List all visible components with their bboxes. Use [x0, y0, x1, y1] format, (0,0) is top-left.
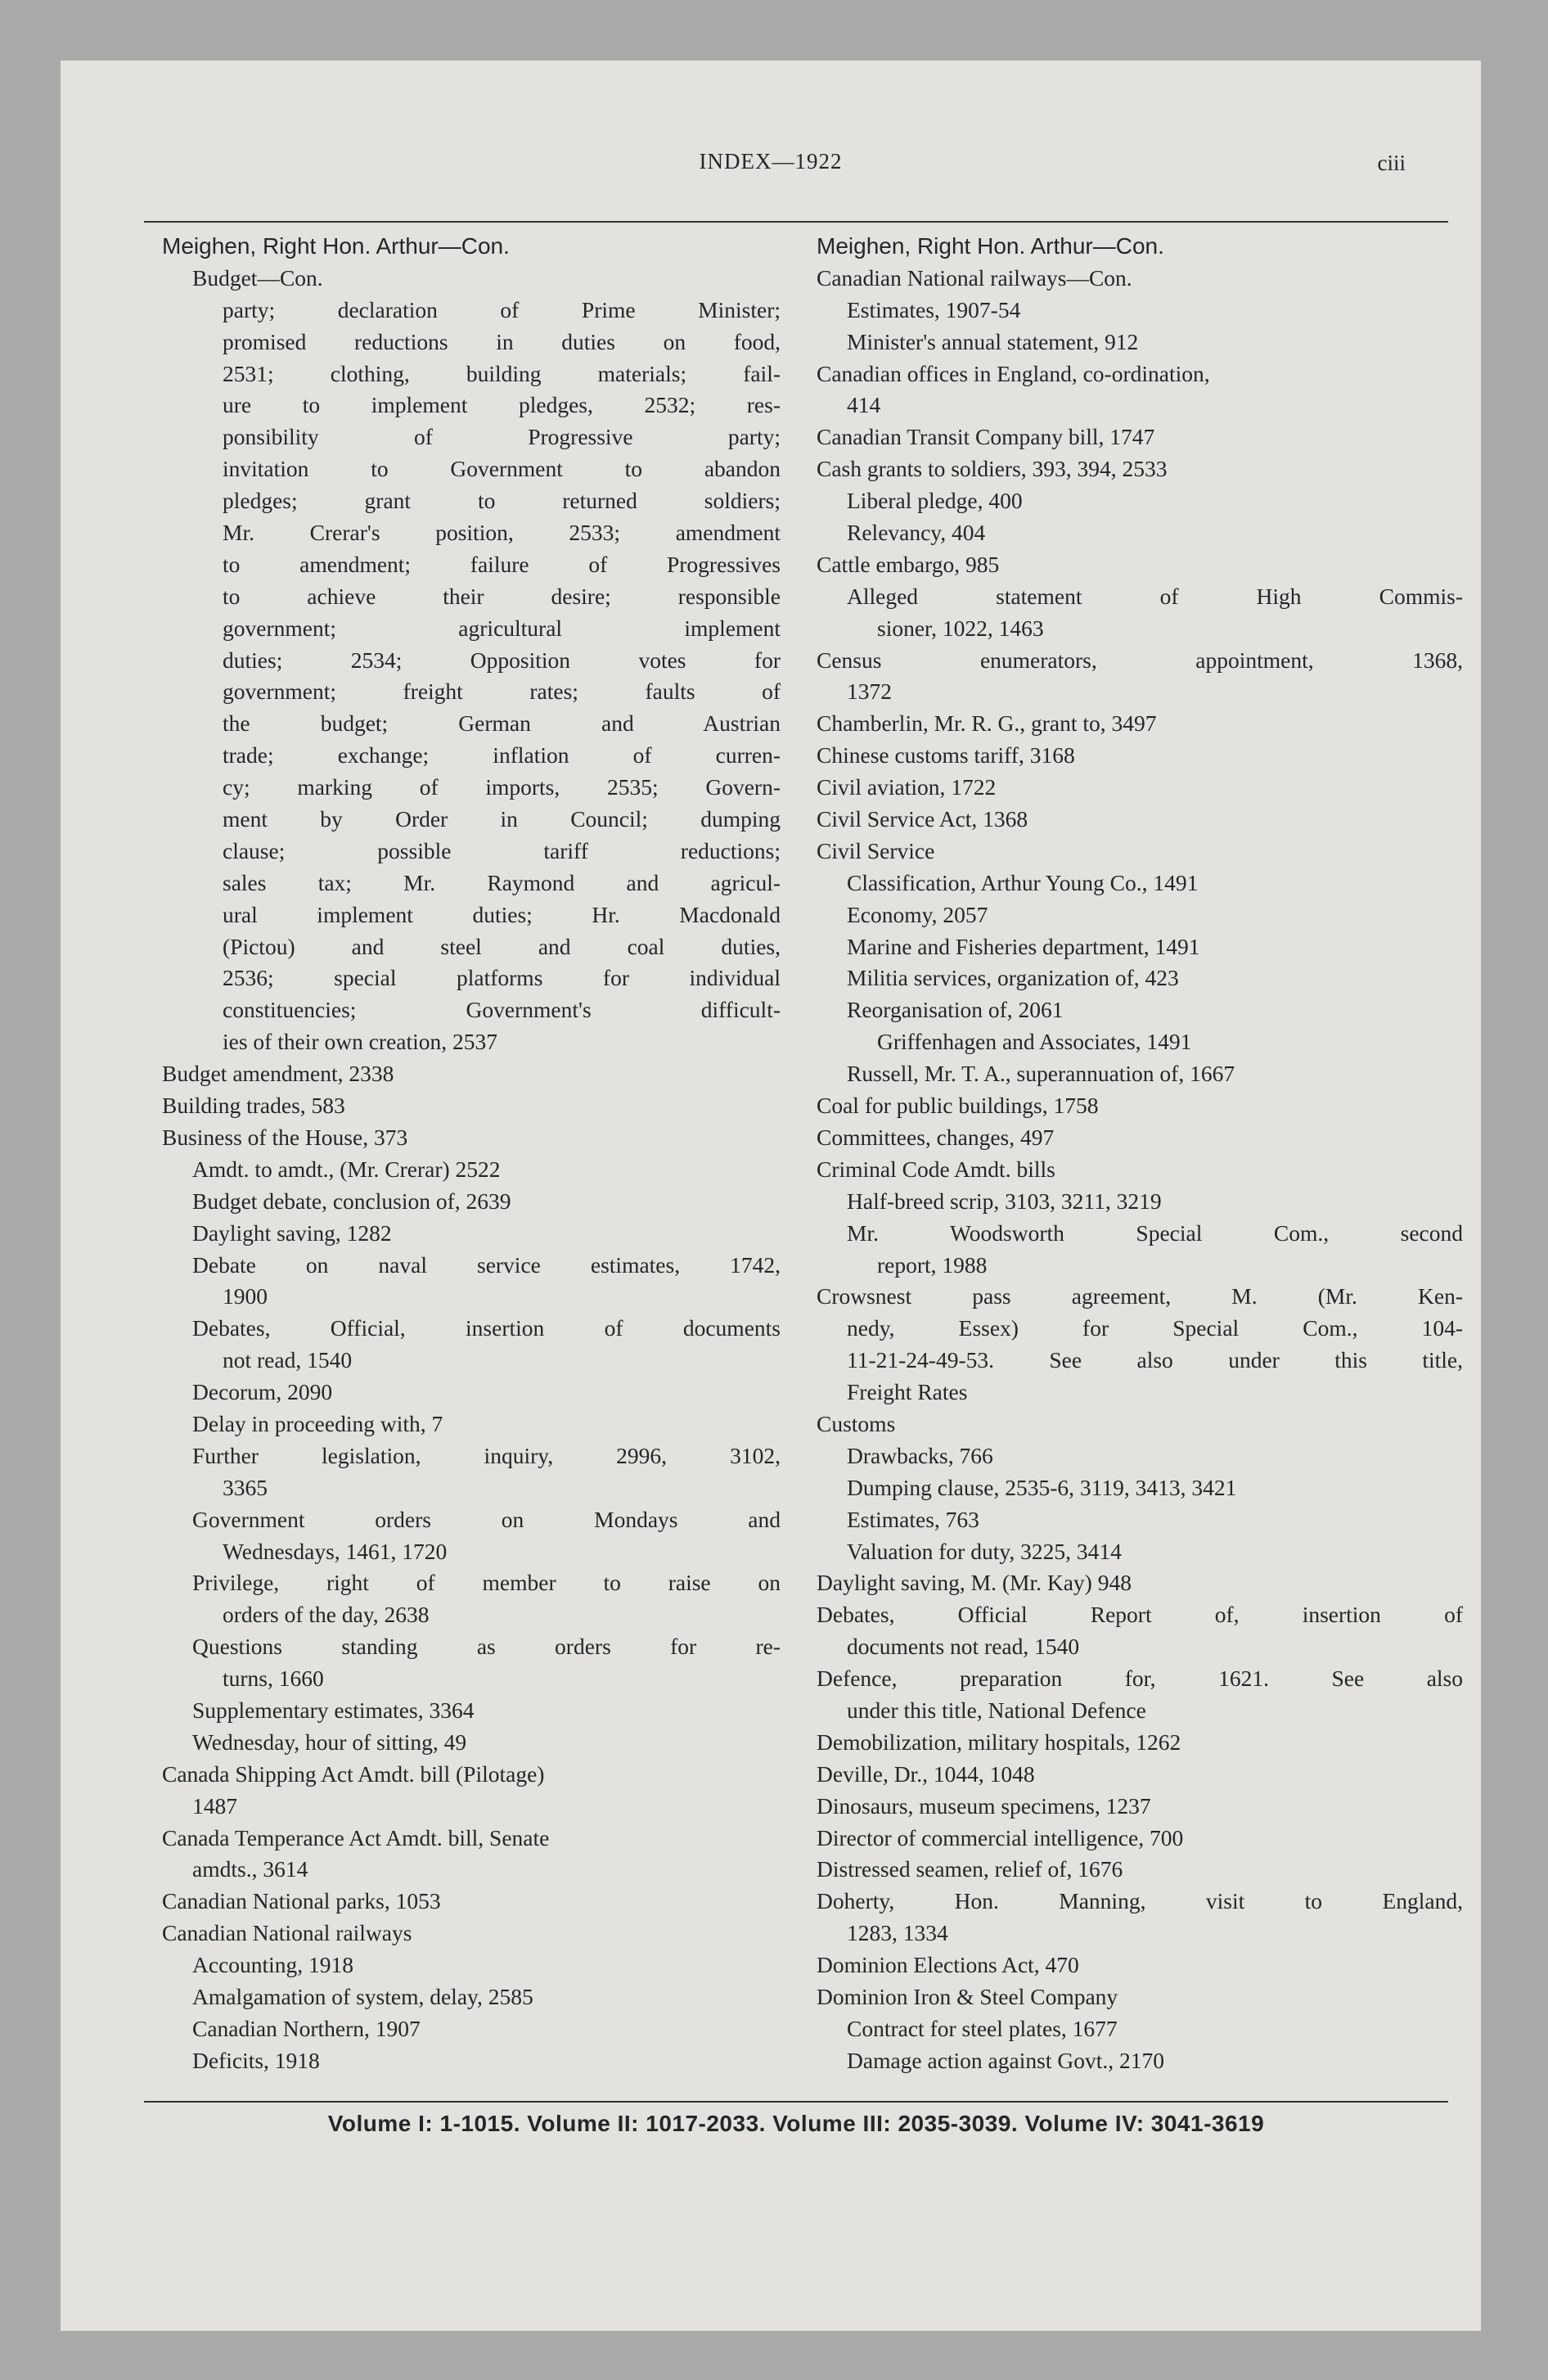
index-line: Debate on naval service estimates, 1742, [192, 1251, 781, 1278]
index-line: Amdt. to amdt., (Mr. Crerar) 2522 [192, 1156, 501, 1182]
index-line: (Pictou) and steel and coal duties, [223, 933, 781, 959]
index-line: Estimates, 1907-54 [847, 296, 1021, 322]
index-line: amdts., 3614 [192, 1856, 308, 1882]
index-line: Accounting, 1918 [192, 1952, 354, 1978]
index-line: Deficits, 1918 [192, 2047, 320, 2073]
index-line: ponsibility of Progressive party; [223, 424, 781, 450]
index-line: ure to implement pledges, 2532; res- [223, 392, 781, 418]
index-line: Civil Service [817, 837, 935, 863]
index-page [61, 61, 1481, 2331]
index-line: Business of the House, 373 [162, 1124, 408, 1150]
index-line: Distressed seamen, relief of, 1676 [817, 1856, 1123, 1882]
index-line: Census enumerators, appointment, 1368, [817, 647, 1463, 673]
index-line: Militia services, organization of, 423 [847, 965, 1179, 991]
index-line: 2531; clothing, building materials; fail- [223, 360, 781, 386]
index-line: Wednesday, hour of sitting, 49 [192, 1729, 467, 1755]
index-line: Cash grants to soldiers, 393, 394, 2533 [817, 456, 1168, 482]
left-column [162, 231, 781, 2077]
index-line: Dinosaurs, museum specimens, 1237 [817, 1792, 1151, 1819]
index-line: Dumping clause, 2535-6, 3119, 3413, 3421 [847, 1474, 1237, 1500]
index-line: under this title, National Defence [847, 1697, 1146, 1723]
index-line: orders of the day, 2638 [223, 1602, 430, 1628]
index-line: cy; marking of imports, 2535; Govern- [223, 774, 781, 800]
index-line: Doherty, Hon. Manning, visit to England, [817, 1888, 1463, 1914]
index-line: party; declaration of Prime Minister; [223, 296, 781, 322]
index-line: invitation to Government to abandon [223, 456, 781, 482]
page-title: INDEX—1922 [699, 149, 843, 174]
index-line: nedy, Essex) for Special Com., 104- [847, 1315, 1463, 1341]
footer-rule [144, 2101, 1448, 2103]
index-line: Canadian National railways [162, 1920, 412, 1946]
index-line: Economy, 2057 [847, 901, 988, 927]
index-line: sales tax; Mr. Raymond and agricul- [223, 869, 781, 895]
index-line: ment by Order in Council; dumping [223, 806, 781, 832]
running-header [61, 149, 1481, 182]
index-line: 2536; special platforms for individual [223, 965, 781, 991]
index-line: 1283, 1334 [847, 1920, 948, 1946]
index-line: not read, 1540 [223, 1347, 353, 1373]
index-line: constituencies; Government's difficult- [223, 997, 781, 1023]
index-line: Privilege, right of member to raise on [192, 1570, 781, 1596]
index-line: Chamberlin, Mr. R. G., grant to, 3497 [817, 710, 1157, 737]
index-line: Canada Shipping Act Amdt. bill (Pilotage) [162, 1760, 545, 1787]
index-line: Building trades, 583 [162, 1093, 345, 1119]
index-line: Decorum, 2090 [192, 1379, 333, 1405]
index-line: Crowsnest pass agreement, M. (Mr. Ken- [817, 1283, 1463, 1309]
index-line: Supplementary estimates, 3364 [192, 1697, 475, 1723]
index-line: 3365 [223, 1474, 268, 1500]
index-line: Canadian offices in England, co-ordination, [817, 360, 1210, 386]
index-line: Budget—Con. [192, 264, 323, 291]
index-line: clause; possible tariff reductions; [223, 837, 781, 863]
index-line: Canadian National railways—Con. [817, 264, 1132, 291]
index-line: government; freight rates; faults of [223, 678, 781, 705]
index-line: Civil Service Act, 1368 [817, 806, 1028, 832]
index-line: 1372 [847, 678, 892, 705]
index-line: ural implement duties; Hr. Macdonald [223, 901, 781, 927]
index-line: the budget; German and Austrian [223, 710, 781, 737]
index-line: Drawbacks, 766 [847, 1442, 993, 1468]
index-line: pledges; grant to returned soldiers; [223, 488, 781, 514]
index-line: Canadian Northern, 1907 [192, 2015, 421, 2041]
index-line: Contract for steel plates, 1677 [847, 2015, 1118, 2041]
index-line: report, 1988 [877, 1251, 988, 1278]
volume-key-footer: Volume I: 1-1015. Volume II: 1017-2033. Volume III: 2035-3039. Volume IV: 3041-3619 [327, 2111, 1265, 2136]
index-line: duties; 2534; Opposition votes for [223, 647, 781, 673]
index-line: Liberal pledge, 400 [847, 488, 1023, 514]
index-line: Canadian Transit Company bill, 1747 [817, 424, 1155, 450]
index-line: Alleged statement of High Commis- [847, 583, 1463, 609]
index-line: Debates, Official, insertion of documents [192, 1315, 781, 1341]
index-line: 11-21-24-49-53. See also under this title, [847, 1347, 1463, 1373]
index-line: Budget debate, conclusion of, 2639 [192, 1188, 511, 1214]
index-line: promised reductions in duties on food, [223, 328, 781, 354]
index-line: Defence, preparation for, 1621. See also [817, 1666, 1463, 1692]
index-line: Estimates, 763 [847, 1506, 979, 1532]
header-rule [144, 221, 1448, 223]
index-line: Debates, Official Report of, insertion of [817, 1602, 1463, 1628]
index-line: Minister's annual statement, 912 [847, 328, 1139, 354]
index-line: 414 [847, 392, 881, 418]
index-line: Cattle embargo, 985 [817, 551, 1000, 577]
index-line: Marine and Fisheries department, 1491 [847, 933, 1200, 959]
index-line: Committees, changes, 497 [817, 1124, 1055, 1150]
index-line: Customs [817, 1410, 896, 1436]
index-line: Daylight saving, 1282 [192, 1219, 392, 1246]
index-line: Griffenhagen and Associates, 1491 [877, 1029, 1192, 1055]
page-number: ciii [1377, 151, 1406, 175]
index-line: Amalgamation of system, delay, 2585 [192, 1983, 533, 2009]
index-line: Civil aviation, 1722 [817, 774, 997, 800]
index-line: Reorganisation of, 2061 [847, 997, 1064, 1023]
index-line: turns, 1660 [223, 1666, 324, 1692]
index-line: documents not read, 1540 [847, 1634, 1080, 1660]
index-line: trade; exchange; inflation of curren- [223, 742, 781, 769]
index-line: government; agricultural implement [223, 615, 781, 641]
index-line: Canada Temperance Act Amdt. bill, Senate [162, 1824, 550, 1850]
index-line: Half-breed scrip, 3103, 3211, 3219 [847, 1188, 1162, 1214]
index-line: Further legislation, inquiry, 2996, 3102, [192, 1442, 781, 1468]
index-line: Questions standing as orders for re- [192, 1634, 781, 1660]
index-line: Relevancy, 404 [847, 520, 986, 546]
index-line: Mr. Crerar's position, 2533; amendment [223, 520, 781, 546]
index-line: Russell, Mr. T. A., superannuation of, 1667 [847, 1061, 1235, 1087]
index-heading: Meighen, Right Hon. Arthur—Con. [162, 233, 510, 259]
index-line: to amendment; failure of Progressives [223, 551, 781, 577]
index-line: Coal for public buildings, 1758 [817, 1093, 1099, 1119]
index-line: Daylight saving, M. (Mr. Kay) 948 [817, 1570, 1132, 1596]
index-line: Valuation for duty, 3225, 3414 [847, 1538, 1122, 1564]
index-line: 1900 [223, 1283, 268, 1309]
index-line: Budget amendment, 2338 [162, 1061, 394, 1087]
index-line: Canadian National parks, 1053 [162, 1888, 441, 1914]
index-heading: Meighen, Right Hon. Arthur—Con. [817, 233, 1164, 259]
index-line: Deville, Dr., 1044, 1048 [817, 1760, 1035, 1787]
index-line: Demobilization, military hospitals, 1262 [817, 1729, 1181, 1755]
index-line: Chinese customs tariff, 3168 [817, 742, 1075, 769]
index-line: sioner, 1022, 1463 [877, 615, 1044, 641]
index-line: Damage action against Govt., 2170 [847, 2047, 1164, 2073]
index-line: Dominion Elections Act, 470 [817, 1952, 1079, 1978]
index-line: Wednesdays, 1461, 1720 [223, 1538, 448, 1564]
index-line: Freight Rates [847, 1379, 968, 1405]
index-line: Classification, Arthur Young Co., 1491 [847, 869, 1199, 895]
right-column [817, 231, 1463, 2077]
index-line: Delay in proceeding with, 7 [192, 1410, 443, 1436]
index-line: ies of their own creation, 2537 [223, 1029, 498, 1055]
index-line: 1487 [192, 1792, 237, 1819]
index-line: Director of commercial intelligence, 700 [817, 1824, 1184, 1850]
index-line: Dominion Iron & Steel Company [817, 1983, 1118, 2009]
index-line: Government orders on Mondays and [192, 1506, 781, 1532]
index-line: Mr. Woodsworth Special Com., second [847, 1219, 1463, 1246]
index-line: to achieve their desire; responsible [223, 583, 781, 609]
index-line: Criminal Code Amdt. bills [817, 1156, 1055, 1182]
